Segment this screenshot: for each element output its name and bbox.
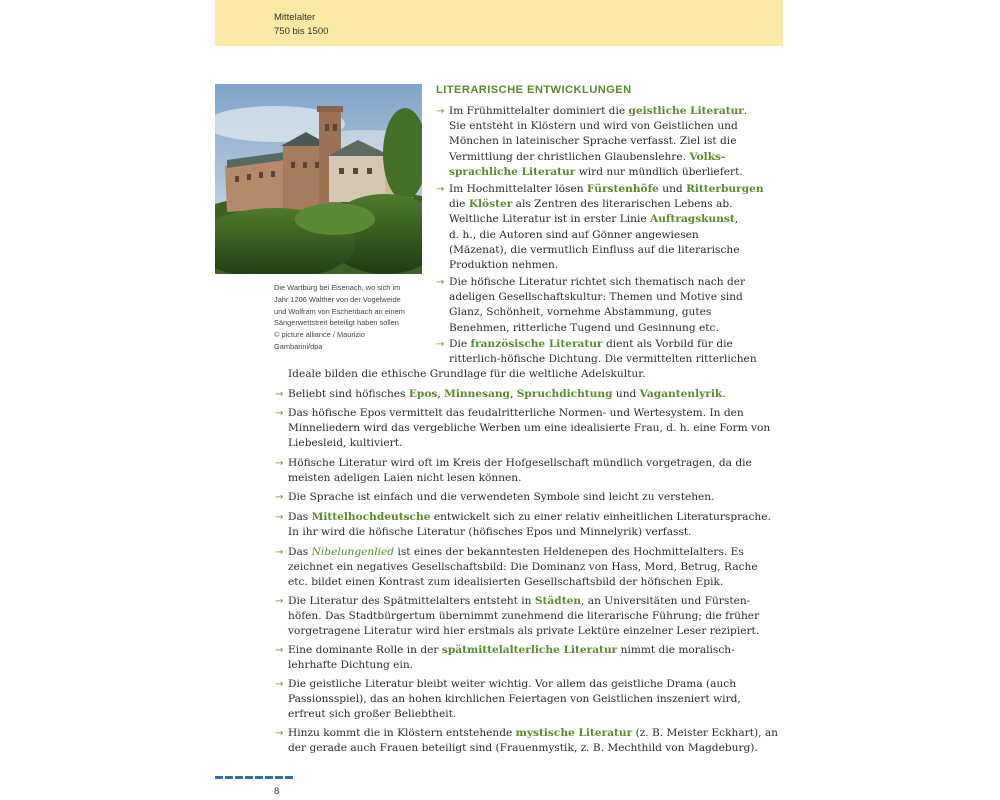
text-run: Das <box>288 546 312 558</box>
highlight-term: Mittelhochdeutsche <box>311 511 431 523</box>
highlight-term: Nibelungenlied <box>311 546 395 558</box>
bullet-line <box>449 290 743 305</box>
highlight-term: Epos <box>408 388 438 400</box>
bullet-line <box>288 677 736 692</box>
bullet-arrow-icon: → <box>275 408 284 419</box>
text-run: lehrhafte Dichtung ein. <box>288 659 414 672</box>
text-run: ist eines der bekanntesten Heldenepen des Hochmittelalters. Es <box>394 546 744 558</box>
text-run: als Zentren des literarischen Lebens ab. <box>512 198 733 211</box>
text-run: dient als Vorbild für die <box>602 338 733 350</box>
text-run: etc. bildet einen Kontrast zum idealisierten Gesellschaftsbild der höfischen Epik. <box>288 576 724 589</box>
castle-photo <box>215 84 422 274</box>
text-run: adeligen Gesellschaftskultur: Themen und Motive sind <box>449 291 743 304</box>
bullet-arrow-icon: → <box>275 458 284 469</box>
text-run: höfen. Das Stadtbürgertum übernimmt zunehmend die literarische Führung; die früher <box>288 610 760 623</box>
bullet-line <box>449 182 764 197</box>
footer-divider <box>215 776 295 779</box>
text-run: ritterlich-höfische Dichtung. Die vermittelten ritterlichen <box>449 353 757 366</box>
caption-line: Sängerwettstreit beteiligt haben sollen <box>274 318 399 328</box>
caption-line: und Wolfram von Eschenbach an einem <box>274 306 405 316</box>
bullet-arrow-icon: → <box>436 339 445 350</box>
text-run: die <box>449 198 469 211</box>
text-run: Die geistliche Literatur bleibt weiter wichtig. Vor allem das geistliche Drama (auch <box>288 678 737 690</box>
caption-line: Die Wartburg bei Eisenach, wo sich im <box>274 283 401 292</box>
highlight-term: Auftragskunst <box>649 213 735 226</box>
bullet-line <box>288 456 752 471</box>
bullet-line <box>449 119 738 134</box>
bullet-line <box>449 321 719 336</box>
bullet-line <box>288 406 744 421</box>
bullet-line <box>288 545 744 560</box>
header-period: 750 bis 1500 <box>274 26 329 37</box>
text-run: Im Hochmittelalter lösen <box>449 183 587 195</box>
page-number: 8 <box>274 786 280 797</box>
text-run: (z. B. Meister Eckhart), an <box>632 727 778 739</box>
text-run: Die Literatur des Spätmittelalters entsteht in <box>288 595 535 607</box>
text-run: Das <box>288 511 312 523</box>
text-run: Das höfische Epos vermittelt das feudalritterliche Normen- und Wertesystem. In den <box>288 407 744 419</box>
text-run: und <box>658 183 687 195</box>
text-run: Benehmen, ritterliche Tugend und Gesinnung etc. <box>449 321 719 334</box>
highlight-term: Ritterburgen <box>686 183 764 195</box>
bullet-line <box>288 510 771 525</box>
highlight-term: geistliche Literatur <box>628 105 744 117</box>
bullet-arrow-icon: → <box>275 547 284 558</box>
text-run: Hinzu kommt die in Klöstern entstehende <box>288 727 516 739</box>
bullet-line <box>449 243 739 258</box>
highlight-term: sprachliche Literatur <box>449 165 576 178</box>
text-run: erfreut sich großer Beliebtheit. <box>288 708 457 721</box>
text-run: wird nur mündlich überliefert. <box>575 165 743 178</box>
bullet-line <box>449 134 736 149</box>
bullet-line <box>449 337 733 352</box>
bullet-arrow-icon: → <box>275 728 284 739</box>
bullet-line <box>449 305 711 320</box>
bullet-arrow-icon: → <box>275 679 284 690</box>
text-run: . <box>743 105 748 117</box>
bullet-line <box>449 197 733 212</box>
text-run: In ihr wird die höfische Literatur (höfisches Epos und Minnelyrik) verfasst. <box>288 526 692 539</box>
text-run: Weltliche Literatur ist in erster Linie <box>449 213 650 226</box>
text-run: Die höfische Literatur richtet sich thematisch nach der <box>449 276 746 288</box>
bullet-line <box>288 707 456 722</box>
bullet-line <box>288 560 758 575</box>
text-run: Mönchen in lateinischer Sprache verfasst. Ziel ist die <box>449 135 737 148</box>
text-run: vorgetragene Literatur wird hier erstmals als private Lektüre einzelner Leser rezipiert. <box>288 625 760 638</box>
highlight-term: französische Literatur <box>470 338 603 350</box>
highlight-term: Minnesang <box>444 388 510 400</box>
bullet-line <box>288 643 735 658</box>
caption-line: Jahr 1206 Walther von der Vogelweide <box>274 294 401 304</box>
text-run: Die Sprache ist einfach und die verwendeten Symbole sind leicht zu verstehen. <box>288 491 715 503</box>
text-run: Sie entsteht in Klöstern und wird von Geistlichen und <box>449 120 738 133</box>
highlight-term: Volks- <box>689 150 726 163</box>
section-title: LITERARISCHE ENTWICKLUNGEN <box>436 84 632 96</box>
bullet-line <box>288 575 723 590</box>
bullet-arrow-icon: → <box>436 277 445 288</box>
text-run: zeichnet ein negatives Gesellschaftsbild: Die Dominanz von Hass, Mord, Betrug, Rache <box>288 561 758 574</box>
text-run: d. h., die Autoren sind auf Gönner angewiesen <box>449 228 699 241</box>
bullet-line <box>288 624 759 639</box>
text-run: , <box>509 388 517 400</box>
bullet-arrow-icon: → <box>275 492 284 503</box>
caption-line: Gambarini/dpa <box>274 341 323 351</box>
text-run: Im Frühmittelalter dominiert die <box>449 105 629 117</box>
bullet-line <box>449 165 743 180</box>
bullet-arrow-icon: → <box>275 389 284 400</box>
text-run: meisten adeligen Laien nicht lesen können. <box>288 472 522 485</box>
text-run: (Mäzenat), die vermutlich Einfluss auf die literarische <box>449 243 740 256</box>
bullet-line <box>449 228 699 243</box>
text-run: Liebesleid, kultiviert. <box>288 437 403 450</box>
highlight-term: mystische Literatur <box>515 727 633 739</box>
bullet-line <box>449 275 745 290</box>
highlight-term: spätmittelalterliche Literatur <box>441 644 618 656</box>
bullet-line <box>449 352 757 367</box>
bullet-line <box>449 104 747 119</box>
bullet-line <box>288 367 645 382</box>
bullet-line <box>288 387 726 402</box>
highlight-term: Klöster <box>468 198 513 211</box>
bullet-arrow-icon: → <box>275 596 284 607</box>
bullet-line <box>288 471 522 486</box>
text-run: Beliebt sind höfisches <box>288 388 409 400</box>
text-run: , an Universitäten und Fürsten- <box>581 595 751 607</box>
bullet-line <box>288 726 778 741</box>
bullet-arrow-icon: → <box>436 106 445 117</box>
bullet-line <box>288 525 692 540</box>
text-run: Produktion nehmen. <box>449 259 559 271</box>
text-run: nimmt die moralisch- <box>617 644 735 656</box>
text-run: Eine dominante Rolle in der <box>288 644 442 656</box>
text-run: , <box>734 213 739 226</box>
bullet-line <box>288 692 741 707</box>
header-band <box>215 0 783 46</box>
bullet-line <box>288 421 770 436</box>
bullet-line <box>449 258 558 273</box>
bullet-line <box>288 436 402 451</box>
text-run: Glanz, Schönheit, vornehme Abstammung, gutes <box>449 306 712 319</box>
text-run: und <box>612 388 640 400</box>
bullet-arrow-icon: → <box>436 184 445 195</box>
highlight-term: Fürstenhöfe <box>586 183 659 195</box>
text-run: , <box>437 388 445 400</box>
text-run: Passionsspiel), das an hohen kirchlichen Feiertagen von Geistlichen inszeniert wird, <box>288 693 741 706</box>
wartburg-image <box>215 84 422 274</box>
bullet-arrow-icon: → <box>275 512 284 523</box>
text-run: entwickelt sich zu einer relativ einheitlichen Literatursprache. <box>430 511 771 523</box>
bullet-line <box>449 150 725 165</box>
header-chapter: Mittelalter <box>274 12 316 23</box>
text-run: Die <box>449 338 471 350</box>
text-run: der gerade auch Frauen beteiligt sind (Frauenmystik, z. B. Mechthild von Magdeburg). <box>288 742 758 755</box>
highlight-term: Städten <box>534 595 582 607</box>
bullet-line <box>449 212 738 227</box>
highlight-term: Spruchdichtung <box>516 388 613 400</box>
bullet-line <box>288 594 750 609</box>
text-run: Ideale bilden die ethische Grundlage für die weltliche Adelskultur. <box>288 368 646 381</box>
text-run: Höfische Literatur wird oft im Kreis der Hofgesellschaft mündlich vorgetragen, da die <box>288 457 752 469</box>
text-run: Vermittlung der christlichen Glaubenslehre. <box>449 150 690 163</box>
photo-caption <box>274 282 424 353</box>
caption-line: © picture alliance / Maurizio <box>274 330 365 340</box>
text-run: . <box>722 388 726 400</box>
bullet-line <box>288 658 413 673</box>
bullet-line <box>288 609 759 624</box>
bullet-arrow-icon: → <box>275 645 284 656</box>
bullet-line <box>288 490 715 505</box>
text-run: Minneliedern wird das vergebliche Werben um eine idealisierte Frau, d. h. eine Form von <box>288 422 771 435</box>
highlight-term: Vagantenlyrik <box>639 388 723 400</box>
bullet-line <box>288 741 758 756</box>
